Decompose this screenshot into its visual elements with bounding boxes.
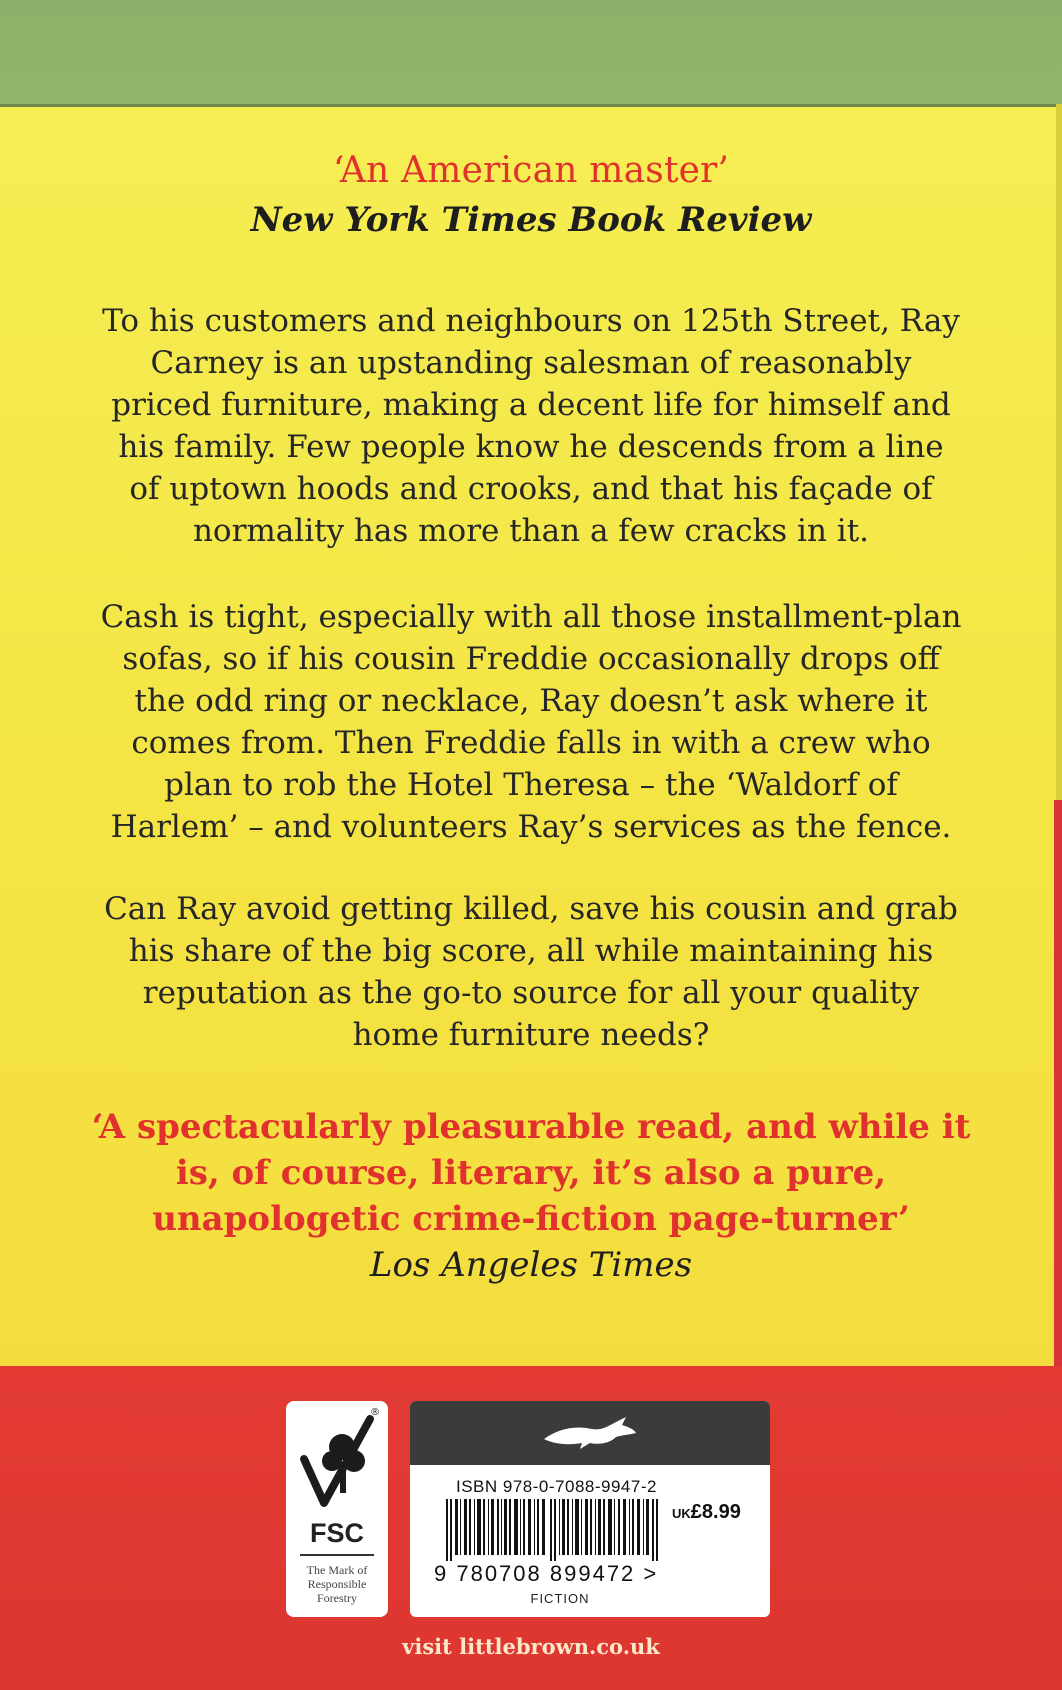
genre-label: FICTION	[530, 1591, 590, 1606]
review-source-bottom: Los Angeles Times	[369, 1245, 693, 1285]
isbn-label: ISBN 978-0-7088-9947-2	[456, 1477, 657, 1496]
barcode	[446, 1499, 666, 1561]
price-prefix: UK	[672, 1506, 691, 1521]
price-tag	[672, 1501, 741, 1524]
blurb-paragraph-3: Can Ray avoid getting killed, save his cousin and grab his share of the big score, all while maintaining his reputation as the go-to source for all your quality home furniture needs?	[104, 891, 958, 1053]
fsc-tagline: The Mark of Responsible Forestry	[306, 1563, 368, 1605]
fsc-label	[286, 1401, 388, 1617]
isbn-digits: 9 780708 899472 >	[434, 1561, 659, 1586]
review-quote-top: ‘An American master’	[332, 150, 730, 191]
review-source-top: New York Times Book Review	[250, 200, 812, 240]
fsc-logo-text: FSC	[310, 1518, 364, 1548]
blurb-paragraph-1: To his customers and neighbours on 125th Street, Ray Carney is an upstanding salesman of reasonably priced furniture, making a decent life for himself and his family. Few people know he descends from a line of uptown hoods and crooks, and that his façade of normality has more than a few cracks in it.	[102, 303, 960, 549]
blurb-paragraph-2: Cash is tight, especially with all those installment-plan sofas, so if his cousin Freddie occasionally drops off the odd ring or necklace, Ray doesn’t ask where it comes from. Then Freddie falls in with a crew who plan to rob the Hotel Theresa – the ‘Waldorf of Harlem’ – and volunteers Ray’s services as the fence.	[100, 599, 962, 845]
registered-mark: ®	[370, 1407, 380, 1418]
hare-icon	[540, 1415, 640, 1451]
publisher-logo-strip	[410, 1401, 770, 1465]
fsc-divider	[300, 1554, 374, 1556]
top-color-band	[0, 0, 1062, 107]
review-quote-bottom: ‘A spectacularly pleasurable read, and while it is, of course, literary, it’s also a pure, unapologetic crime-fiction page-turner’	[91, 1107, 971, 1239]
fsc-tree-check-icon	[294, 1411, 380, 1515]
barcode-panel	[410, 1401, 770, 1617]
price-value: £8.99	[690, 1501, 741, 1523]
publisher-website[interactable]: visit littlebrown.co.uk	[402, 1634, 660, 1659]
